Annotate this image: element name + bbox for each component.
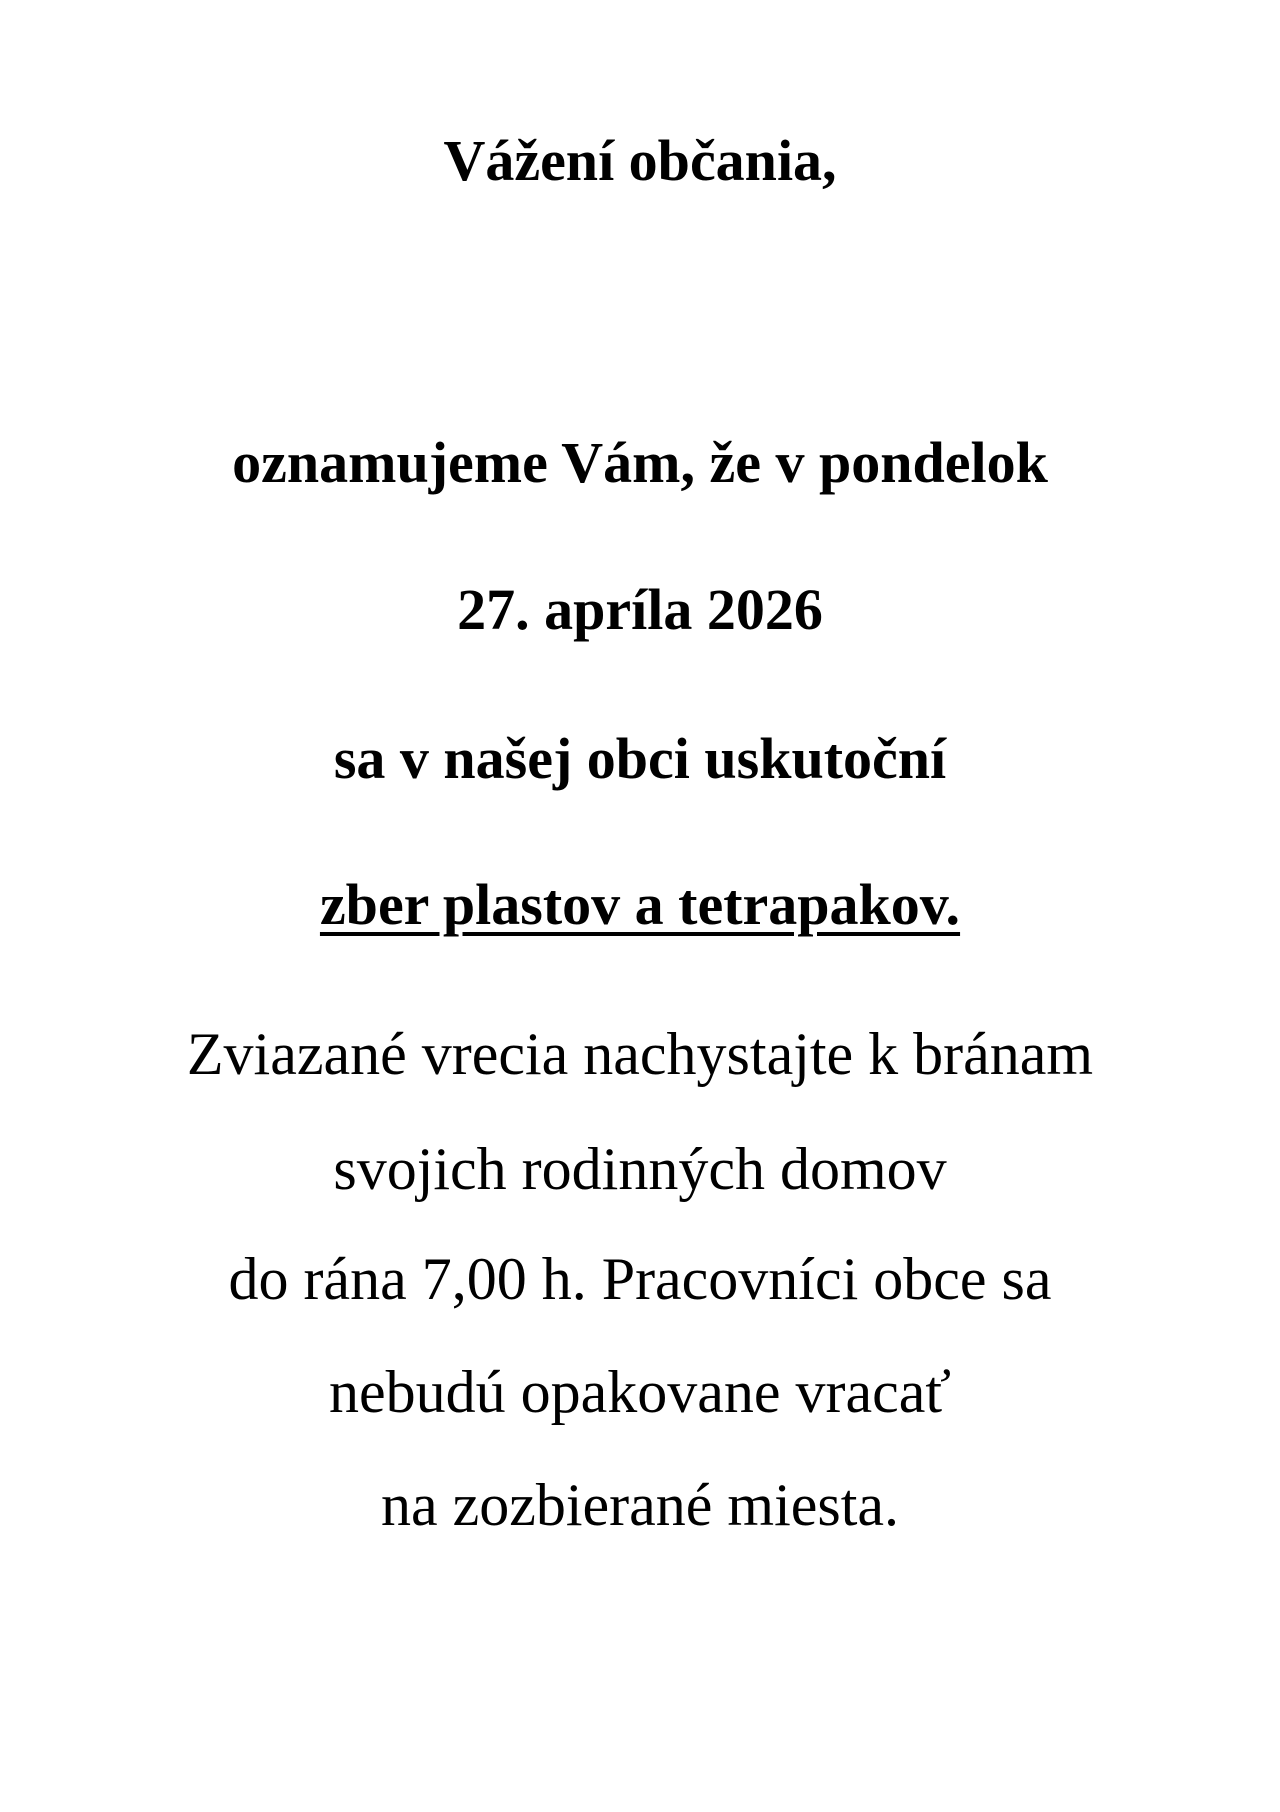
event-intro-line: sa v našej obci uskutoční <box>333 726 947 791</box>
instruction-line: svojich rodinných domov <box>333 1136 947 1202</box>
event-title-text: zber plastov a tetrapakov. <box>319 872 961 937</box>
instruction-line: na zozbierané miesta. <box>380 1472 900 1538</box>
greeting-heading: Vážení občania, <box>443 128 837 193</box>
announcement-line: oznamujeme Vám, že v pondelok <box>232 430 1048 495</box>
collection-date: 27. apríla 2026 <box>457 577 823 642</box>
event-title <box>0 872 1280 937</box>
instruction-line: Zviazané vrecia nachystajte k bránam <box>186 1021 1094 1087</box>
instruction-line: nebudú opakovane vracať <box>328 1359 952 1425</box>
instruction-line: do rána 7,00 h. Pracovníci obce sa <box>228 1246 1052 1312</box>
